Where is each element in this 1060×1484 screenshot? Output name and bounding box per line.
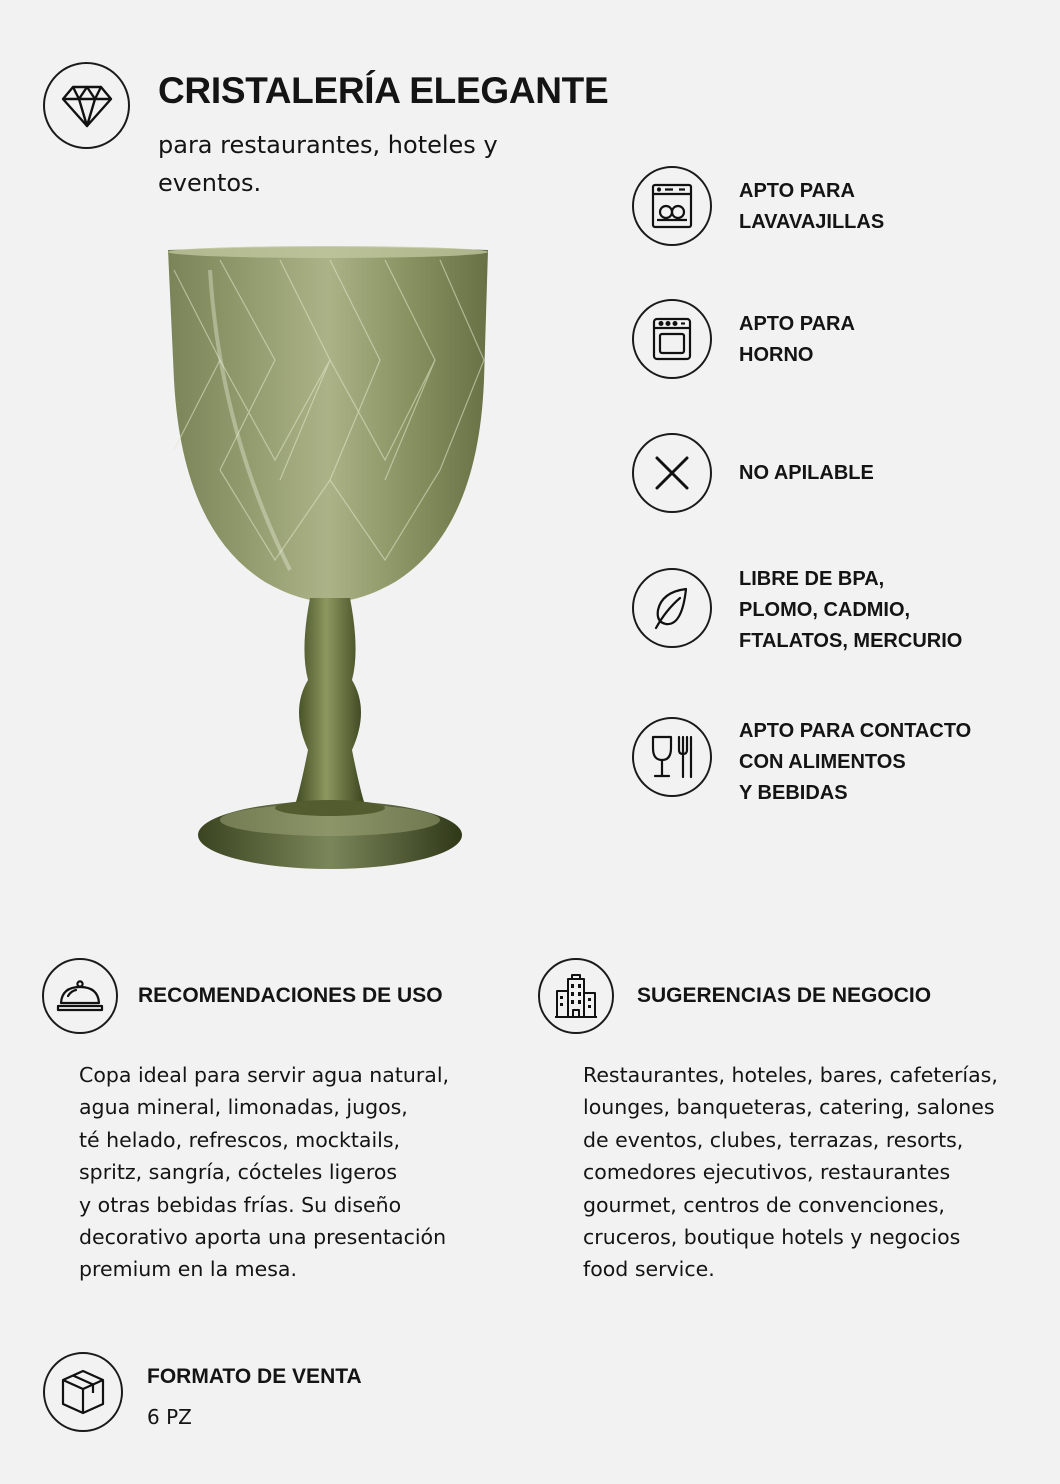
sale-format-label: FORMATO DE VENTA: [147, 1365, 362, 1388]
sale-format-value: 6 PZ: [147, 1405, 192, 1429]
business-body: Restaurantes, hoteles, bares, cafeterías, lounges, banqueteras, catering, salones de eventos, clubes, terrazas, resorts, comedores ejecutivos, restaurantes gourmet, centros de convenciones, cruceros, boutique hotels y negocios food service.: [583, 1063, 998, 1282]
product-glass-image: [150, 230, 510, 880]
feature-food-contact-label: APTO PARA CONTACTO CON ALIMENTOS Y BEBIDAS: [739, 720, 972, 804]
cross-icon: [632, 433, 712, 513]
oven-icon: [632, 299, 712, 379]
feature-not-stackable-label: NO APILABLE: [739, 462, 874, 484]
page-subtitle: para restaurantes, hoteles y eventos.: [158, 131, 498, 197]
feature-oven-label: APTO PARA HORNO: [739, 313, 855, 366]
buildings-icon: [538, 958, 614, 1034]
diamond-icon: [43, 62, 130, 149]
glass-fork-icon: [632, 717, 712, 797]
cloche-icon: [42, 958, 118, 1034]
usage-title: RECOMENDACIONES DE USO: [138, 984, 443, 1007]
leaf-icon: [632, 568, 712, 648]
business-title: SUGERENCIAS DE NEGOCIO: [637, 984, 932, 1007]
page-title: CRISTALERÍA ELEGANTE: [158, 70, 609, 111]
usage-body: Copa ideal para servir agua natural, agua mineral, limonadas, jugos, té helado, refrescos, mocktails, spritz, sangría, cócteles ligeros y otras bebidas frías. Su diseño decorativo aporta una presentación premium en la mesa.: [79, 1063, 450, 1282]
box-icon: [43, 1352, 123, 1432]
feature-bpa-free-label: LIBRE DE BPA, PLOMO, CADMIO, FTALATOS, MERCURIO: [739, 568, 963, 652]
dishwasher-icon: [632, 166, 712, 246]
feature-dishwasher-label: APTO PARA LAVAVAJILLAS: [739, 180, 885, 233]
